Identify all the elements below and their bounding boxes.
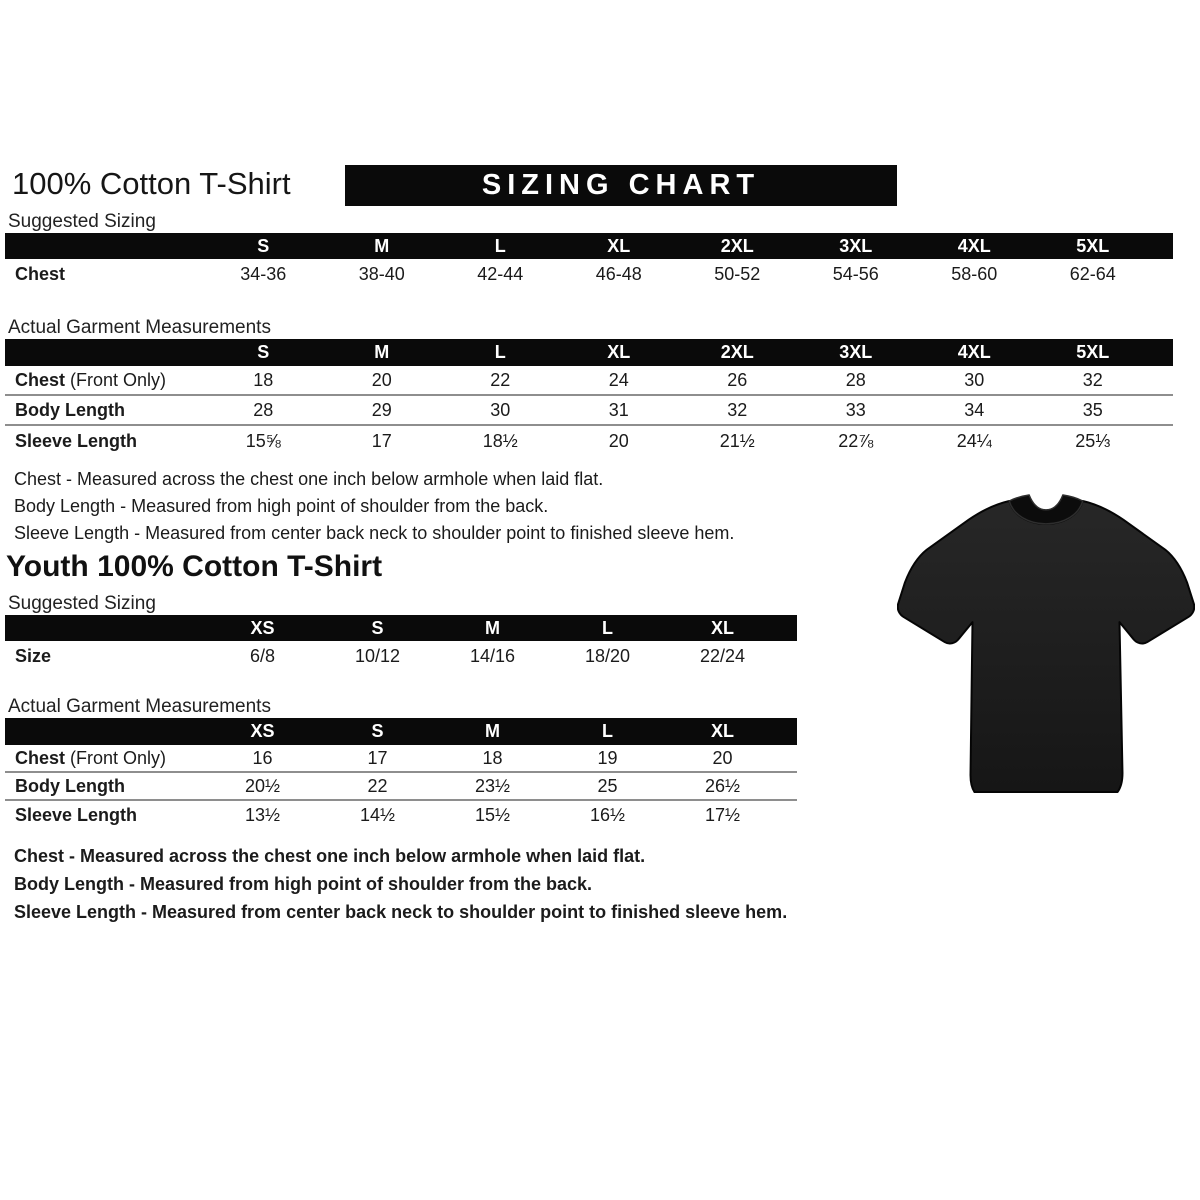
table-row <box>5 366 1173 396</box>
row-label: Chest (Front Only) <box>15 369 167 390</box>
value-cell: 24¼ <box>956 430 992 451</box>
table-header-row <box>5 718 797 745</box>
value-cell: 20 <box>371 369 392 390</box>
table-header-row <box>5 233 1173 259</box>
table-row <box>5 773 797 801</box>
value-cell: 14½ <box>359 804 396 825</box>
size-column-header: L <box>602 721 613 741</box>
value-cell: 23½ <box>474 775 511 796</box>
value-cell: 31 <box>608 399 629 420</box>
value-cell: 24 <box>608 369 629 390</box>
measurement-note-body-length: Body Length - Measured from high point of shoulder from the back. <box>14 496 549 516</box>
value-cell: 25 <box>597 775 618 796</box>
size-column-header: XS <box>250 617 275 638</box>
value-cell: 34 <box>964 399 985 420</box>
row-label: Size <box>15 645 52 666</box>
value-cell: 54-56 <box>832 264 879 284</box>
row-label: Body Length <box>15 399 125 420</box>
value-cell: 18 <box>482 747 503 768</box>
measurement-note-sleeve-length: Sleeve Length - Measured from center back neck to shoulder point to finished sleeve hem. <box>14 523 735 543</box>
size-column-header: 4XL <box>957 235 991 256</box>
size-column-header: XL <box>607 342 631 362</box>
size-column-header: S <box>257 235 270 256</box>
table-row <box>5 641 797 671</box>
value-cell: 22 <box>367 775 388 796</box>
size-column-header: XS <box>250 721 275 741</box>
youth-actual-measurements-table <box>5 718 797 829</box>
black-tshirt-image <box>897 492 1195 804</box>
value-cell: 21½ <box>719 430 755 451</box>
row-label: Sleeve Length <box>15 804 138 825</box>
value-cell: 50-52 <box>714 264 761 284</box>
size-column-header: M <box>485 721 500 741</box>
row-label: Body Length <box>15 775 125 796</box>
size-column-header: 2XL <box>720 235 754 256</box>
value-cell: 10/12 <box>354 645 401 666</box>
value-cell: 16½ <box>589 804 626 825</box>
table-row <box>5 801 797 829</box>
table-header-row <box>5 339 1173 366</box>
table-row <box>5 259 1173 290</box>
value-cell: 22/24 <box>699 645 746 666</box>
value-cell: 62-64 <box>1069 264 1116 284</box>
youth-actual-measurements-label: Actual Garment Measurements <box>8 696 271 717</box>
value-cell: 38-40 <box>358 264 405 284</box>
value-cell: 14/16 <box>469 645 516 666</box>
value-cell: 34-36 <box>240 264 287 284</box>
value-cell: 17 <box>371 430 392 451</box>
row-label: Chest <box>15 264 66 284</box>
value-cell: 35 <box>1082 399 1103 420</box>
size-column-header: M <box>374 342 390 362</box>
size-column-header: XL <box>710 617 734 638</box>
measurement-note-body-length: Body Length - Measured from high point of shoulder from the back. <box>14 874 593 894</box>
value-cell: 20½ <box>244 775 281 796</box>
size-column-header: L <box>602 617 613 638</box>
value-cell: 16 <box>252 747 273 768</box>
value-cell: 58-60 <box>951 264 998 284</box>
value-cell: 28 <box>253 399 274 420</box>
adult-actual-measurements-table <box>5 339 1173 456</box>
adult-suggested-sizing-label: Suggested Sizing <box>8 211 156 232</box>
size-column-header: XL <box>710 721 734 741</box>
row-label: Sleeve Length <box>15 430 138 451</box>
size-column-header: S <box>257 342 270 362</box>
size-column-header: XL <box>607 235 631 256</box>
size-column-header: L <box>494 235 506 256</box>
measurement-note-chest: Chest - Measured across the chest one inch below armhole when laid flat. <box>14 469 604 489</box>
value-cell: 30 <box>490 399 511 420</box>
value-cell: 46-48 <box>595 264 642 284</box>
value-cell: 30 <box>964 369 985 390</box>
value-cell: 13½ <box>244 804 281 825</box>
size-column-header: S <box>371 617 384 638</box>
value-cell: 18½ <box>482 430 518 451</box>
value-cell: 19 <box>597 747 618 768</box>
size-column-header: M <box>485 617 500 638</box>
value-cell: 26½ <box>704 775 741 796</box>
value-cell: 6/8 <box>249 645 276 666</box>
value-cell: 17½ <box>704 804 741 825</box>
size-column-header: M <box>374 235 390 256</box>
value-cell: 18/20 <box>584 645 631 666</box>
adult-actual-measurements-label: Actual Garment Measurements <box>8 317 271 338</box>
sizing-chart-banner <box>345 165 897 206</box>
measurement-note-sleeve-length: Sleeve Length - Measured from center back neck to shoulder point to finished sleeve hem. <box>14 902 788 922</box>
sizing-chart-banner-text: SIZING CHART <box>481 169 761 201</box>
value-cell: 22⅞ <box>838 430 874 451</box>
value-cell: 17 <box>367 747 388 768</box>
adult-title: 100% Cotton T-Shirt <box>12 166 291 201</box>
youth-title: Youth 100% Cotton T-Shirt <box>6 550 383 583</box>
row-label: Chest (Front Only) <box>15 747 167 768</box>
value-cell: 28 <box>845 369 866 390</box>
size-column-header: 5XL <box>1076 342 1110 362</box>
youth-suggested-sizing-label: Suggested Sizing <box>8 593 156 614</box>
size-column-header: 5XL <box>1076 235 1110 256</box>
table-row <box>5 396 1173 426</box>
value-cell: 15½ <box>474 804 511 825</box>
value-cell: 32 <box>1082 369 1103 390</box>
size-column-header: 2XL <box>720 342 754 362</box>
size-column-header: 3XL <box>839 235 873 256</box>
value-cell: 42-44 <box>477 264 524 284</box>
size-column-header: 3XL <box>839 342 873 362</box>
size-column-header: L <box>494 342 506 362</box>
value-cell: 33 <box>845 399 866 420</box>
size-column-header: 4XL <box>957 342 991 362</box>
table-row <box>5 745 797 773</box>
value-cell: 15⅝ <box>245 430 281 451</box>
value-cell: 20 <box>608 430 629 451</box>
value-cell: 25⅓ <box>1075 430 1111 451</box>
table-header-row <box>5 615 797 641</box>
value-cell: 20 <box>712 747 733 768</box>
adult-suggested-sizing-table <box>5 233 1173 290</box>
value-cell: 18 <box>253 369 274 390</box>
size-column-header: S <box>371 721 384 741</box>
youth-suggested-sizing-table <box>5 615 797 671</box>
value-cell: 32 <box>727 399 748 420</box>
value-cell: 22 <box>490 369 511 390</box>
table-row <box>5 426 1173 456</box>
value-cell: 26 <box>727 369 748 390</box>
measurement-note-chest: Chest - Measured across the chest one inch below armhole when laid flat. <box>14 846 646 866</box>
value-cell: 29 <box>371 399 392 420</box>
